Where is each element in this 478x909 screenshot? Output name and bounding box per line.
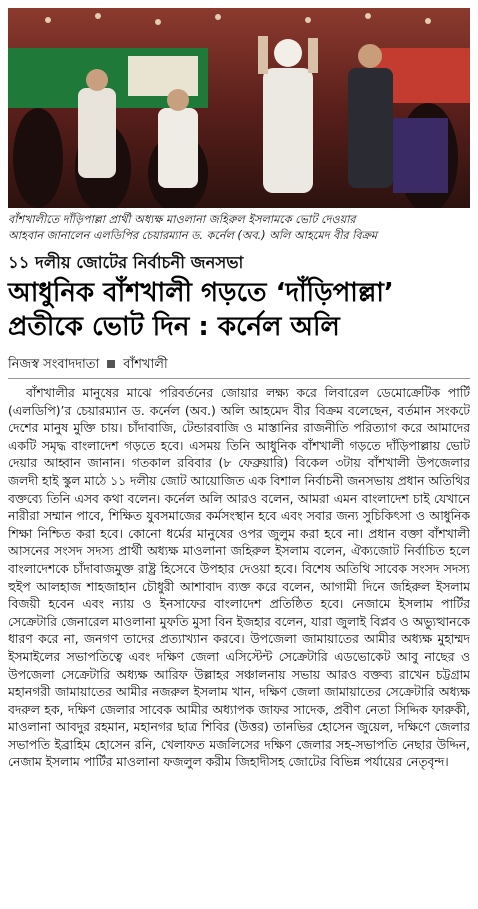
photo-caption xyxy=(8,212,470,244)
article-body: বাঁশখালীর মানুষের মাঝে পরিবর্তনের জোয়ার লক্ষ্য করে লিবারেল ডেমোক্রেটিক পার্টি (এলডিপি)’র চেয়ারম্যান ড. কর্নেল (অব.) অলি আহমেদ বীর বিক্রম বলেছেন, বর্তমান সংকটে দেশের মানুষ মুক্তি চায়। চাঁদাবাজি, টেন্ডারবাজি ও মাস্তানির রাজনীতি পরিত্যাগ করে আমাদের একটি সমৃদ্ধ বাংলাদেশ গড়তে হবে। এসময় তিনি আধুনিক বাঁশখালী গড়তে দাঁড়িপাল্লায় ভোট দেয়ার আহ্বান জানান। গতকাল রবিবার (৮ ফেব্রুয়ারি) বিকেল ৩টায় বাঁশখালী উপজেলার জলদী হাই স্কুল মাঠে ১১ দলীয় জোট আয়োজিত এক বিশাল নির্বাচনী জনসভায় প্রধান অতিথির বক্তব্যে তিনি এসব কথা বলেন। কর্নেল অলি আরও বলেন, আমরা এমন বাংলাদেশ চাই যেখানে নারীরা সম্মান পাবে, শিক্ষিত যুবসমাজের কর্মসংস্থান হবে এবং সবার জন্য সুচিকিৎসা ও আধুনিক শিক্ষা নিশ্চিত করা হবে। কোনো ধর্মের মানুষের ওপর জুলুম করা হবে না। প্রধান বক্তা বাঁশখালী আসনের সংসদ সদস্য প্রার্থী অধ্যক্ষ মাওলানা জহিরুল ইসলাম বলেন, ঐক্যজোট নির্বাচিত হলে বাংলাদেশকে চাঁদাবাজমুক্ত রাষ্ট্র হিসেবে উপহার দেওয়া হবে। বিশেষ অতিথি সাবেক সংসদ সদস্য হুইপ আলহাজ শাহজাহান চৌধুরী আশাবাদ ব্যক্ত করে বলেন, আগামী দিনে জহিরুল ইসলাম বিজয়ী হবেন এবং ন্যায় ও ইনসাফের বাংলাদেশ প্রতিষ্ঠিত হবে। নেজামে ইসলাম পার্টির সেক্রেটারি জেনারেল মাওলানা মুফতি মুসা বিন ইজহার বলেন, যারা জুলাই বিপ্লব ও অভ্যুত্থানকে ধারণ করে না, জনগণ তাদের প্রত্যাখ্যান করবে। উপজেলা জামায়াতের আমীর অধ্যক্ষ মুহাম্মদ ইসমাইলের সভাপতিত্বে এবং দক্ষিণ জেলা এসিস্টেন্ট সেক্রেটারি এডভোকেট আবু নাছের ও উপজেলা সেক্রেটারি অধ্যক্ষ আরিফ উল্লাহর সঞ্চালনায় সভায় আরও বক্তব্য রাখেন চট্টগ্রাম মহানগরী জামায়াতের আমীর নজরুল ইসলাম খান, দক্ষিণ জেলা জামায়াতের সেক্রেটারি অধ্যক্ষ বদরুল হক, দক্ষিণ জেলার সাবেক আমীর অধ্যাপক জাফর সাদেক, প্রবীণ নেতা সিদ্দিক ফারুকী, মাওলানা আবদুর রহমান, মহানগর ছাত্র শিবির (উত্তর) তানভির হোসেন জুয়েল, দক্ষিণে জেলার সভাপতি ইব্রাহিম হোসেন রনি, খেলাফত মজলিসের দক্ষিণ জেলার সহ-সভাপতি নেছার উদ্দিন, নেজাম ইসলাম পার্টির মাওলানা ফজলুল করীম জিহাদীসহ জোটের বিভিন্ন পর্যায়ের নেতৃবৃন্দ। xyxy=(8,378,470,898)
rally-photo-image xyxy=(8,8,470,208)
kicker: ১১ দলীয় জোটের নির্বাচনী জনসভা xyxy=(8,253,244,272)
byline xyxy=(8,356,470,374)
byline-reporter: নিজস্ব সংবাদদাতা xyxy=(8,357,100,372)
headline-line-2: প্রতীকে ভোট দিন : কর্নেল অলি xyxy=(8,312,340,342)
byline-separator xyxy=(107,360,115,368)
rally-photo xyxy=(8,8,470,208)
headline xyxy=(8,276,470,344)
photo-caption-line-2: আহবান জানালেন এলডিপির চেয়ারম্যান ড. কর্নেল (অব.) অলি আহমেদ বীর বিক্রম xyxy=(8,229,378,242)
photo-caption-line-1: বাঁশখালীতে দাঁড়িপাল্লা প্রার্থী অধ্যক্ষ মাওলানা জহিরুল ইসলামকে ভোট দেওয়ার xyxy=(8,213,356,226)
byline-location: বাঁশখালী xyxy=(123,357,168,372)
headline-line-1: আধুনিক বাঁশখালী গড়তে ‘দাঁড়িপাল্লা’ xyxy=(8,278,394,308)
